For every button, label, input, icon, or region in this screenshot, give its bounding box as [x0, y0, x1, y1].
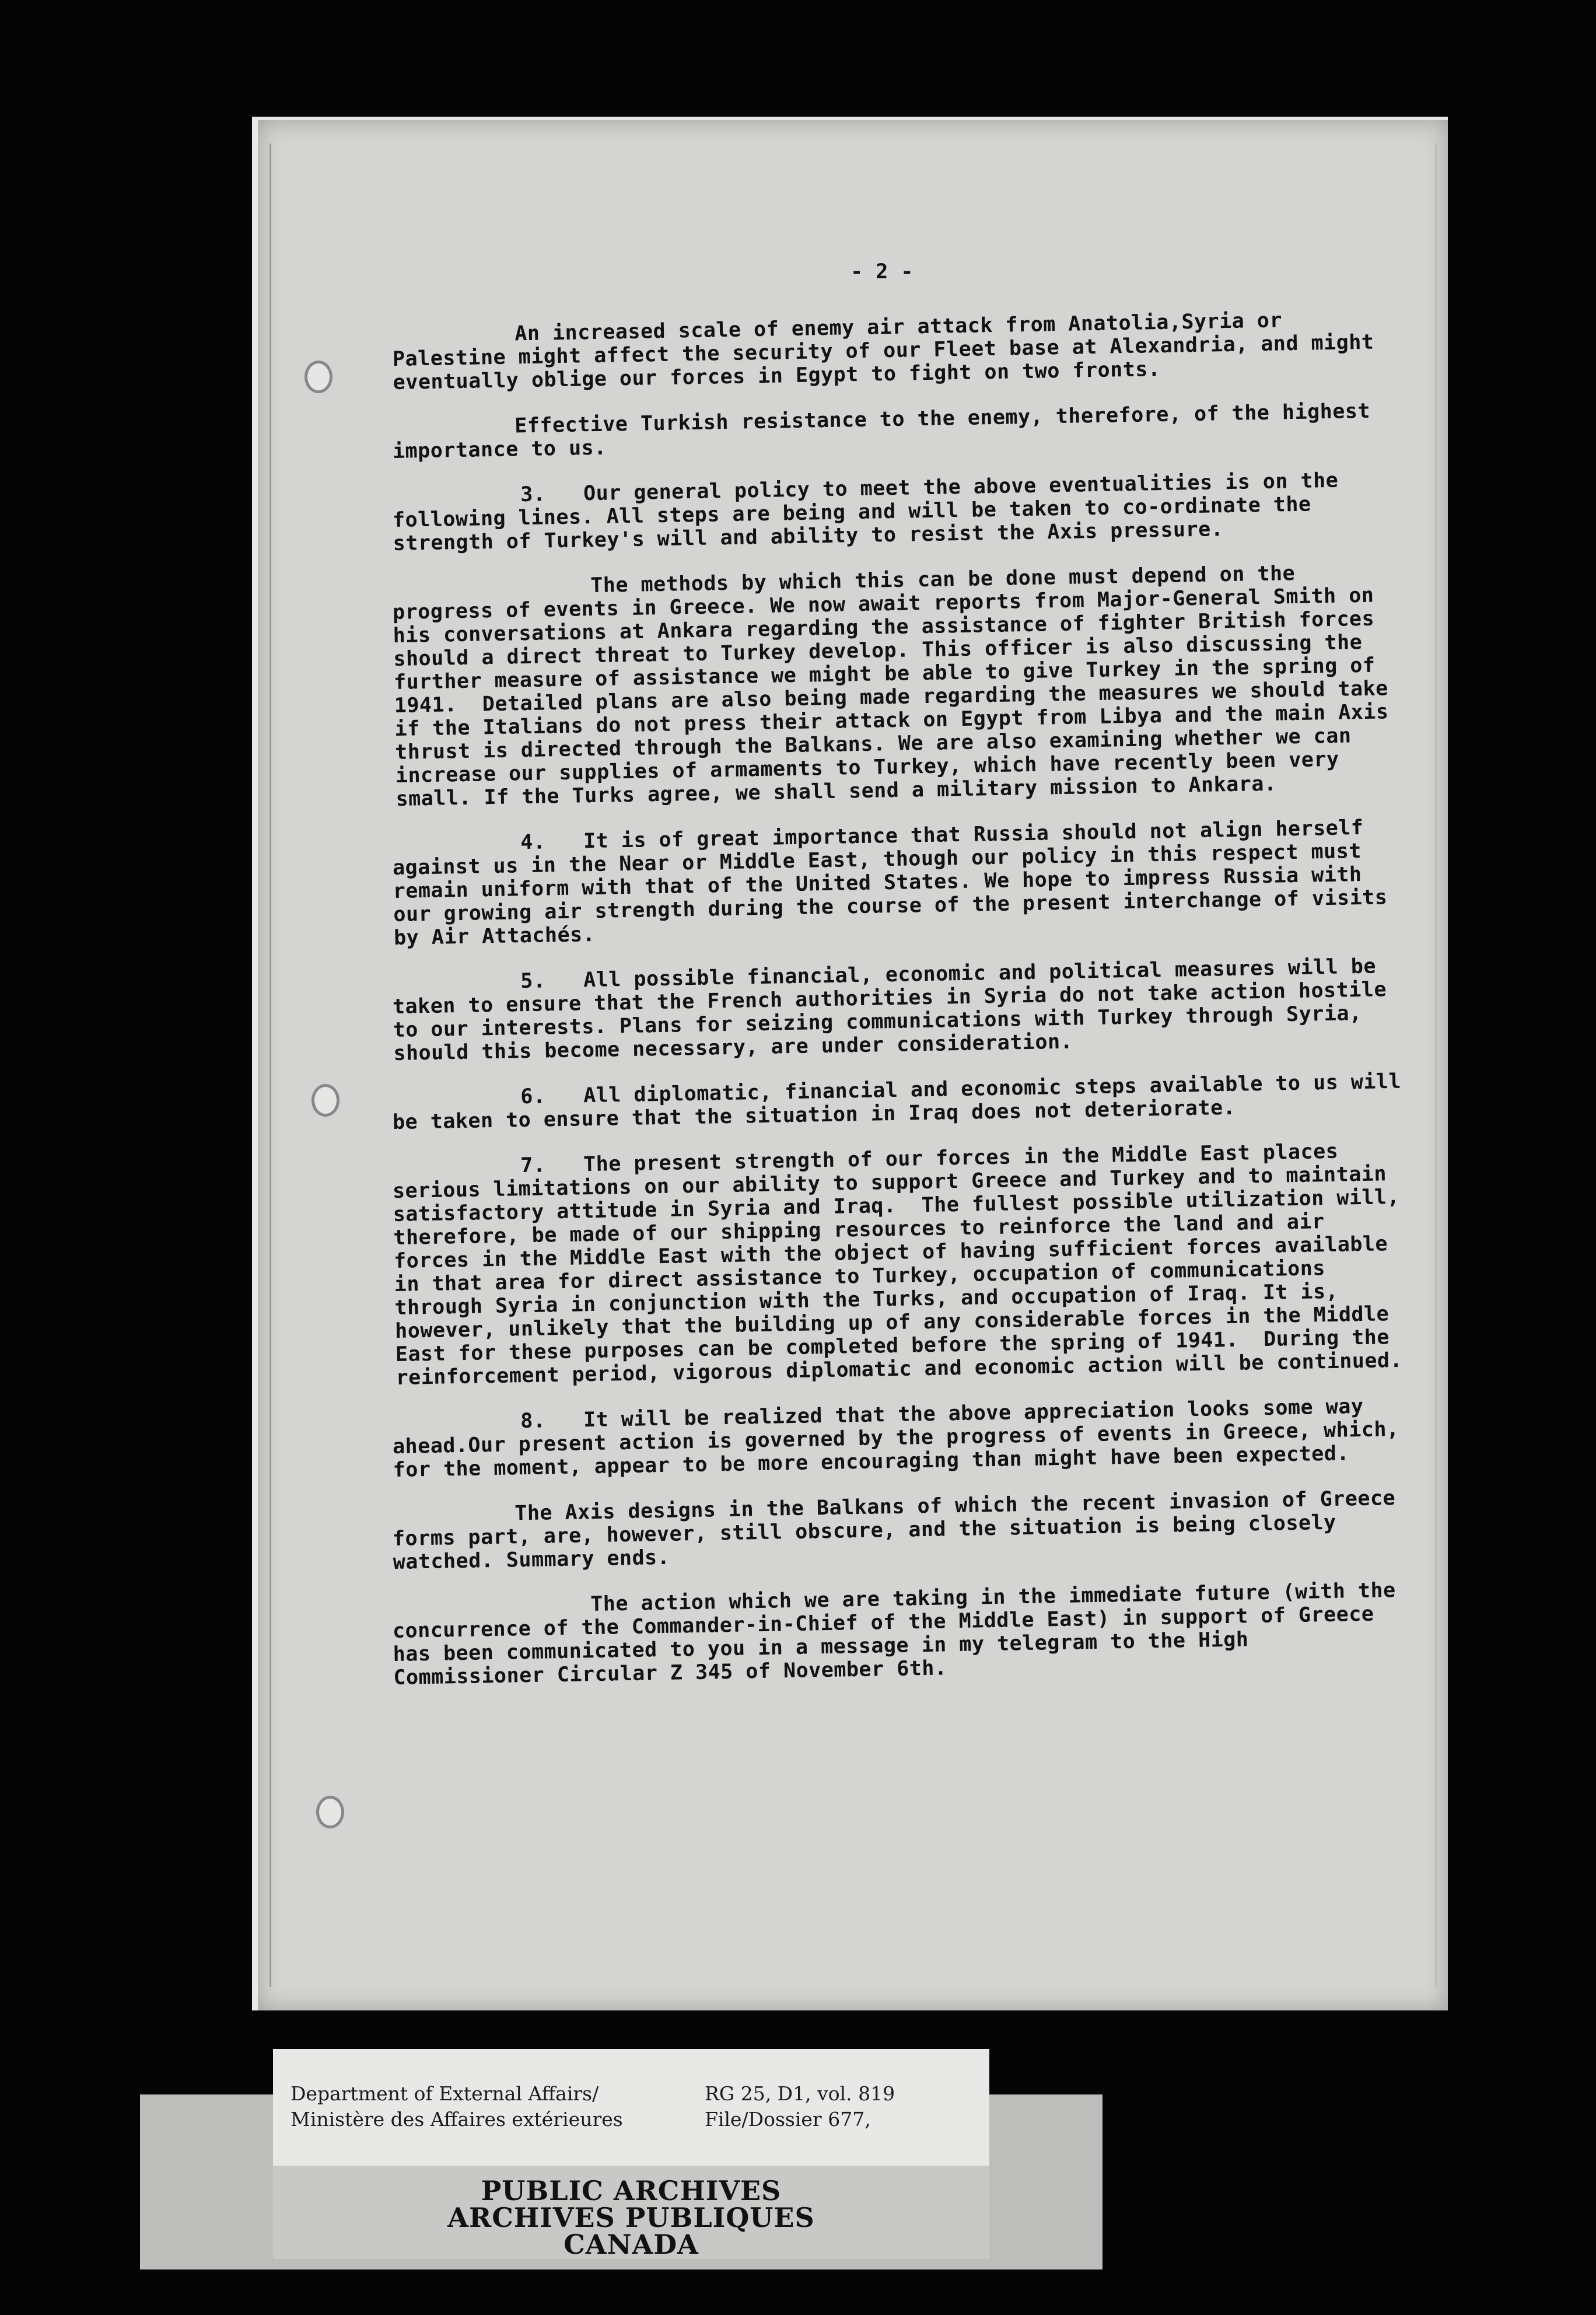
department-line-en: Department of External Affairs/: [290, 2082, 599, 2105]
punch-hole-bottom: [316, 1796, 344, 1828]
department-block: [290, 2081, 623, 2132]
punch-hole-middle: [312, 1084, 340, 1117]
paragraph: 5. All possible financial, economic and political measures will be taken to ensure that the French authorities in Syria do not take action hostile to our interests. Plans for seizing communications with Turkey through Syria, should this become necessary, are under consideration.: [392, 954, 1399, 1065]
paragraph: 3. Our general policy to meet the above eventualities is on the following lines. All steps are being and will be taken to co-ordinate the strength of Turkey's will and ability to resist the Axis pressure.: [392, 468, 1352, 555]
stamp-line-fr: ARCHIVES PUBLIQUES: [447, 2202, 815, 2233]
paragraph: 4. It is of great importance that Russia should not align herself against us in the Near or Middle East, though our policy in this respect must remain uniform with that of the United States. We hope to impress Russia with our growing air strength during the course of the present interchange of visits by Air Attachés.: [392, 816, 1401, 950]
paragraph: The methods by which this can be done must depend on the progress of events in Greece. We now await reports from Major-General Smith on his conversations at Ankara regarding the assistance of fighter British forces should a direct threat to Turkey develop. This officer is also discussing the further measure of assistance we might be able to give Turkey in the spring of 1941. Detailed plans are also being made regarding the measures we should take if the Italians do not press their attack on Egypt from Libya and the main Axis thrust is directed through the Balkans. We are also examining whether we can increase our supplies of armaments to Turkey, which have recently been very small. If the Turks agree, we shall send a military mission to Ankara.: [392, 561, 1402, 811]
paragraph: The Axis designs in the Balkans of which the recent invasion of Greece forms part, are, however, still obscure, and the situation is being closely watched. Summary ends.: [392, 1486, 1409, 1574]
department-line-fr: Ministère des Affaires extérieures: [290, 2108, 623, 2131]
stamp-line-en: PUBLIC ARCHIVES: [481, 2175, 782, 2206]
paragraph: The action which we are taking in the immediate future (with the concurrence of the Commander-in-Chief of the Middle East) in support of Greece has been communicated to you in a message in my telegram to the High Commissioner Circular Z 345 of November 6th.: [392, 1578, 1409, 1690]
document-page: [252, 117, 1448, 2010]
public-archives-stamp: [273, 2166, 989, 2259]
paragraph-list: [392, 308, 1415, 1690]
reference-block: [705, 2081, 895, 2132]
paragraph: Effective Turkish resistance to the enemy, therefore, of the highest importance to us.: [392, 399, 1383, 463]
file-ref: File/Dossier 677,: [705, 2108, 871, 2131]
stamp-line-country: CANADA: [564, 2229, 699, 2260]
punch-hole-top: [304, 361, 332, 393]
paragraph: An increased scale of enemy air attack from Anatolia,Syria or Palestine might affect the security of our Fleet base at Alexandria, and might eventually oblige our forces in Egypt to fight on two fronts.: [392, 308, 1387, 394]
page-number: - 2 -: [850, 260, 914, 284]
archive-reference-label: [273, 2049, 989, 2166]
record-group-ref: RG 25, D1, vol. 819: [705, 2082, 895, 2105]
paragraph: 6. All diplomatic, financial and economic steps available to us will be taken to ensure that the situation in Iraq does not deteriorate.: [392, 1069, 1415, 1134]
document-body: [392, 260, 1415, 1712]
paragraph: 8. It will be realized that the above appreciation looks some way ahead.Our present action is governed by the progress of events in Greece, which, for the moment, appear to be more encouraging than might have been expected.: [392, 1394, 1412, 1482]
paragraph: 7. The present strength of our forces in the Middle East places serious limitations on our ability to support Greece and Turkey and to maintain satisfactory attitude in Syria and Iraq. The fullest possible utilization will, therefore, be made of our shipping resources to reinforce the land and air forces in the Middle East with the object of having sufficient forces available in that area for direct assistance to Turkey, occupation of communications through Syria in conjunction with the Turks, and occupation of Iraq. It is, however, unlikely that the building up of any considerable forces in the Middle East for these purposes can be completed before the spring of 1941. During the reinforcement period, vigorous diplomatic and economic action will be continued.: [392, 1139, 1413, 1390]
